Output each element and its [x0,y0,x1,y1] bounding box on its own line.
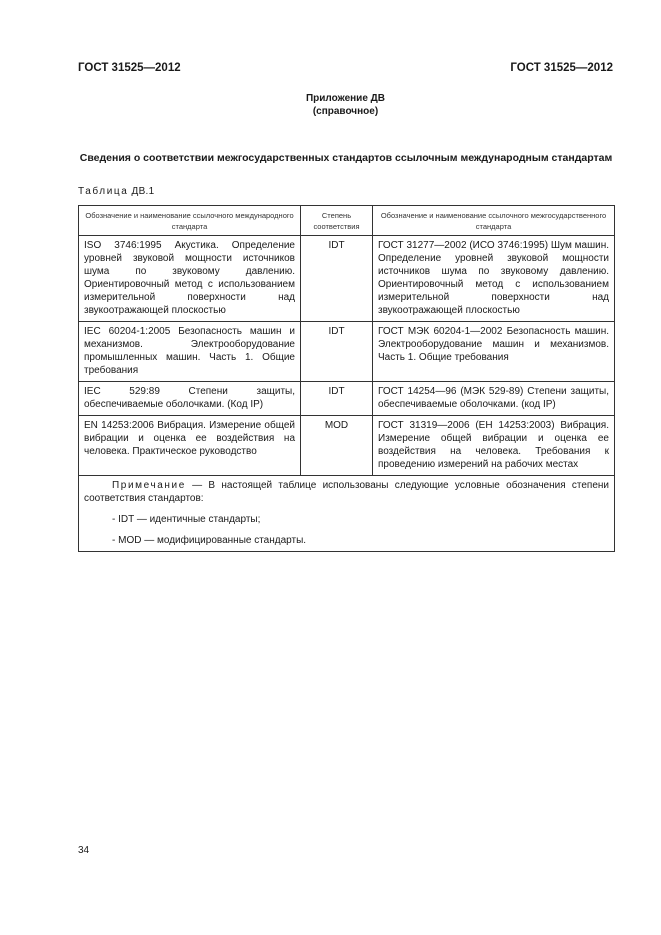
intl-standard-cell: ISO 3746:1995 Акустика. Определение уровней звуковой мощности источников шума по звуковому давлению. Ориентировочный метод с использованием измерительной поверхности над звукоотражающей плоскостью [79,236,301,322]
interstate-standard-cell: ГОСТ МЭК 60204-1—2002 Безопасность машин. Электрооборудование машин и механизмов. Часть 1. Общие требования [373,322,615,382]
note-text: — В настоящей таблице использованы следующие условные обозначения степени соответствия стандартов: [84,480,609,504]
page-number: 34 [78,845,90,856]
header-standard-left: ГОСТ 31525—2012 [78,62,181,74]
interstate-standard-cell: ГОСТ 14254—96 (МЭК 529-89) Степени защиты, обеспечиваемые оболочками. (код IP) [373,382,615,416]
degree-cell: IDT [301,322,373,382]
table-note [79,476,615,552]
appendix-subtitle: (справочное) [312,106,379,117]
table-label-word: Таблица [78,186,129,197]
table-header-row [79,206,615,236]
intl-standard-cell: EN 14253:2006 Вибрация. Измерение общей вибрации и оценка ее воздействия на человека. Практическое руководство [79,416,301,476]
table-label-number: ДВ.1 [131,186,155,197]
intl-standard-cell: IEC 60204-1:2005 Безопасность машин и механизмов. Электрооборудование промышленных машин. Часть 1. Общие требования [79,322,301,382]
intl-standard-cell: IEC 529:89 Степени защиты, обеспечиваемые оболочками. (Код IP) [79,382,301,416]
header-degree: Степень соответствия [301,206,373,236]
table-row [79,416,615,476]
note-paragraph [84,479,609,505]
table-label [78,186,155,197]
note-label: Примечание [112,480,186,491]
table-row [79,382,615,416]
table-row [79,236,615,322]
degree-cell: IDT [301,236,373,322]
table-row [79,322,615,382]
document-title: Сведения о соответствии межгосударственных стандартов ссылочным международным стандартам [79,152,613,164]
standards-table [78,205,615,552]
degree-cell: IDT [301,382,373,416]
table-note-row [79,476,615,552]
interstate-standard-cell: ГОСТ 31319—2006 (ЕН 14253:2003) Вибрация. Измерение общей вибрации и оценка ее воздействия на человека. Требования к проведению измерений на рабочих местах [373,416,615,476]
interstate-standard-cell: ГОСТ 31277—2002 (ИСО 3746:1995) Шум машин. Определение уровней звуковой мощности источников шума по звуковому давлению. Ориентировочный метод с использованием измерительной поверхности над звукоотражающей плоскостью [373,236,615,322]
appendix-title: Приложение ДВ [305,93,386,104]
header-interstate-standard: Обозначение и наименование ссылочного межгосударственного стандарта [373,206,615,236]
appendix-heading [0,92,661,118]
note-item-idt: - IDT — идентичные стандарты; [112,514,261,525]
header-intl-standard: Обозначение и наименование ссылочного международного стандарта [79,206,301,236]
note-item-mod: - MOD — модифицированные стандарты. [112,535,307,546]
header-standard-right: ГОСТ 31525—2012 [510,62,613,74]
degree-cell: MOD [301,416,373,476]
